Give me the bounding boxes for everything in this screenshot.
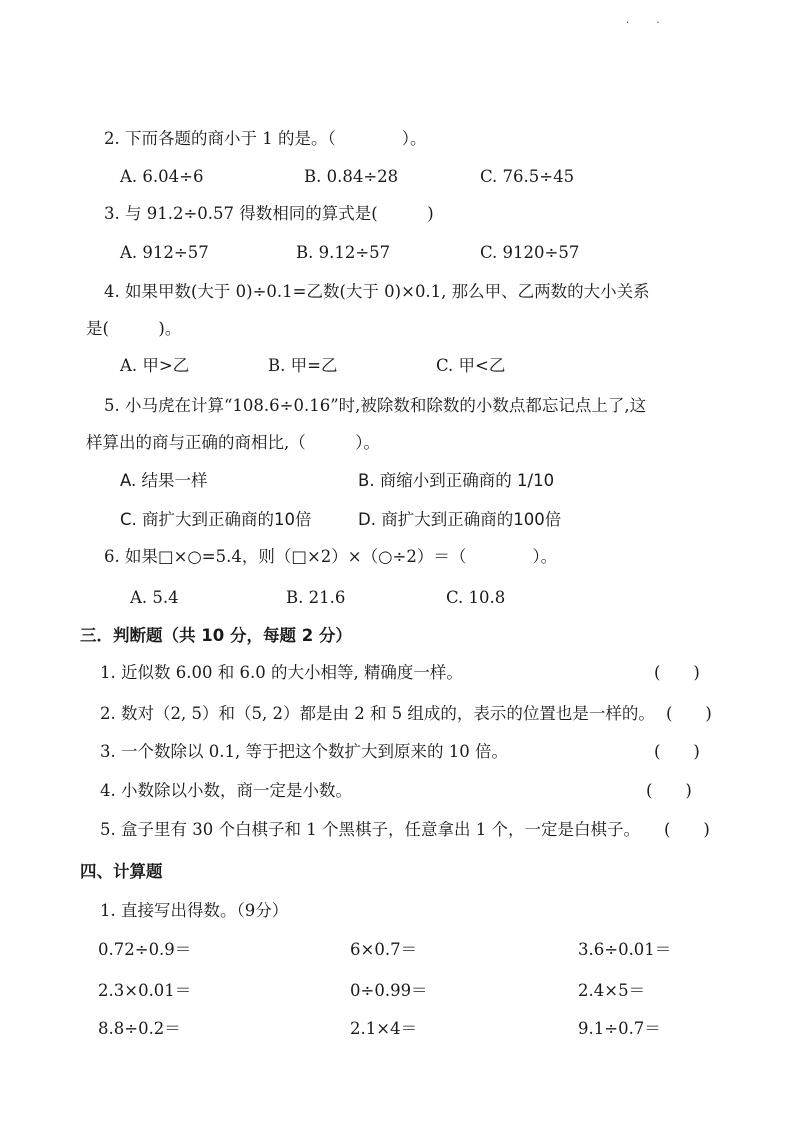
question-2-option-a: A. 6.04÷6 (120, 167, 204, 186)
judge-item-4: 4. 小数除以小数，商一定是小数。 (100, 781, 352, 800)
calc-r3-c1: 8.8÷0.2＝ (98, 1019, 181, 1038)
question-4-option-c: C. 甲<乙 (436, 356, 506, 375)
question-2-option-c: C. 76.5÷45 (480, 167, 575, 186)
question-4-option-b: B. 甲=乙 (268, 356, 338, 375)
question-5-stem-line2: 样算出的商与正确的商相比,（ ）。 (86, 433, 380, 452)
judge-item-2-answer[interactable]: ( ) (666, 704, 712, 723)
judge-item-3: 3. 一个数除以 0.1, 等于把这个数扩大到原来的 10 倍。 (100, 742, 508, 761)
section-4-title: 四、计算题 (80, 862, 163, 881)
calc-r1-c3: 3.6÷0.01＝ (578, 940, 672, 959)
question-2-option-b: B. 0.84÷28 (304, 167, 399, 186)
question-5-option-a: A. 结果一样 (120, 471, 208, 490)
question-3-stem: 3. 与 91.2÷0.57 得数相同的算式是( ) (104, 204, 434, 223)
question-6-option-b: B. 21.6 (286, 588, 346, 607)
judge-item-1: 1. 近似数 6.00 和 6.0 的大小相等, 精确度一样。 (100, 663, 463, 682)
judge-item-2: 2. 数对（2, 5）和（5, 2）都是由 2 和 5 组成的，表示的位置也是一样的。 (100, 704, 655, 723)
calc-subquestion-1: 1. 直接写出得数。（9分） (100, 901, 289, 920)
question-2-stem: 2. 下而各题的商小于 1 的是。（ ）。 (104, 129, 427, 148)
calc-r2-c2: 0÷0.99＝ (350, 981, 428, 1000)
judge-item-5: 5. 盒子里有 30 个白棋子和 1 个黑棋子，任意拿出 1 个，一定是白棋子。 (100, 820, 640, 839)
corner-marks: · · (626, 18, 672, 29)
judge-item-4-answer[interactable]: ( ) (646, 781, 692, 800)
question-6-option-a: A. 5.4 (130, 588, 179, 607)
question-4-stem-line1: 4. 如果甲数(大于 0)÷0.1=乙数(大于 0)×0.1, 那么甲、乙两数的大小关系 (104, 282, 650, 301)
question-5-stem-line1: 5. 小马虎在计算“108.6÷0.16”时,被除数和除数的小数点都忘记点上了,这 (104, 396, 647, 415)
calc-r2-c1: 2.3×0.01＝ (98, 981, 192, 1000)
judge-item-3-answer[interactable]: ( ) (654, 742, 700, 761)
calc-r3-c3: 9.1÷0.7＝ (578, 1019, 661, 1038)
question-6-option-c: C. 10.8 (446, 588, 506, 607)
question-6-stem: 6. 如果□×○=5.4，则（□×2）×（○÷2）＝（ ）。 (104, 547, 558, 566)
judge-item-1-answer[interactable]: ( ) (654, 663, 700, 682)
question-3-option-b: B. 9.12÷57 (296, 243, 391, 262)
question-5-option-b: B. 商缩小到正确商的 1/10 (358, 471, 555, 490)
question-5-option-c: C. 商扩大到正确商的10倍 (120, 510, 312, 529)
question-3-option-c: C. 9120÷57 (480, 243, 580, 262)
question-4-option-a: A. 甲>乙 (120, 356, 190, 375)
question-5-option-d: D. 商扩大到正确商的100倍 (358, 510, 562, 529)
calc-r2-c3: 2.4×5＝ (578, 981, 646, 1000)
question-4-stem-line2: 是( )。 (86, 319, 182, 338)
calc-r1-c2: 6×0.7＝ (350, 940, 418, 959)
question-3-option-a: A. 912÷57 (120, 243, 209, 262)
judge-item-5-answer[interactable]: ( ) (664, 820, 710, 839)
section-3-title: 三．判断题（共 10 分，每题 2 分） (80, 626, 352, 645)
calc-r3-c2: 2.1×4＝ (350, 1019, 418, 1038)
calc-r1-c1: 0.72÷0.9＝ (98, 940, 192, 959)
